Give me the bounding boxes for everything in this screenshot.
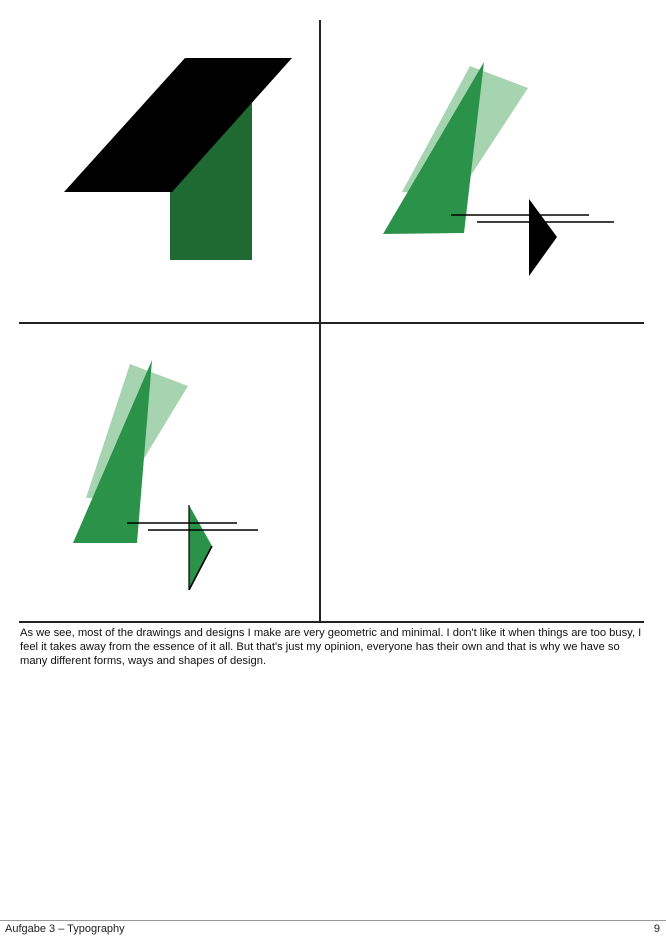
caption-paragraph: As we see, most of the drawings and designs I make are very geometric and minimal. I don't like it when things are too busy, I feel it takes away from the essence of it all. But that's just my opinion, everyone has their own and that is why we have so many different forms, ways and shapes of design. — [20, 627, 642, 667]
black-parallelogram — [64, 58, 292, 192]
footer-divider — [0, 920, 666, 921]
green-triangle-2 — [73, 360, 152, 543]
figure-four-green-black — [383, 62, 614, 276]
green-triangle — [383, 62, 484, 234]
page-number: 9 — [653, 923, 660, 935]
black-triangle — [529, 199, 557, 276]
footer-title: Aufgabe 3 – Typography — [5, 923, 125, 935]
figure-four-green — [73, 360, 258, 590]
green-small-triangle — [189, 505, 212, 590]
figure-four-block — [64, 58, 292, 260]
